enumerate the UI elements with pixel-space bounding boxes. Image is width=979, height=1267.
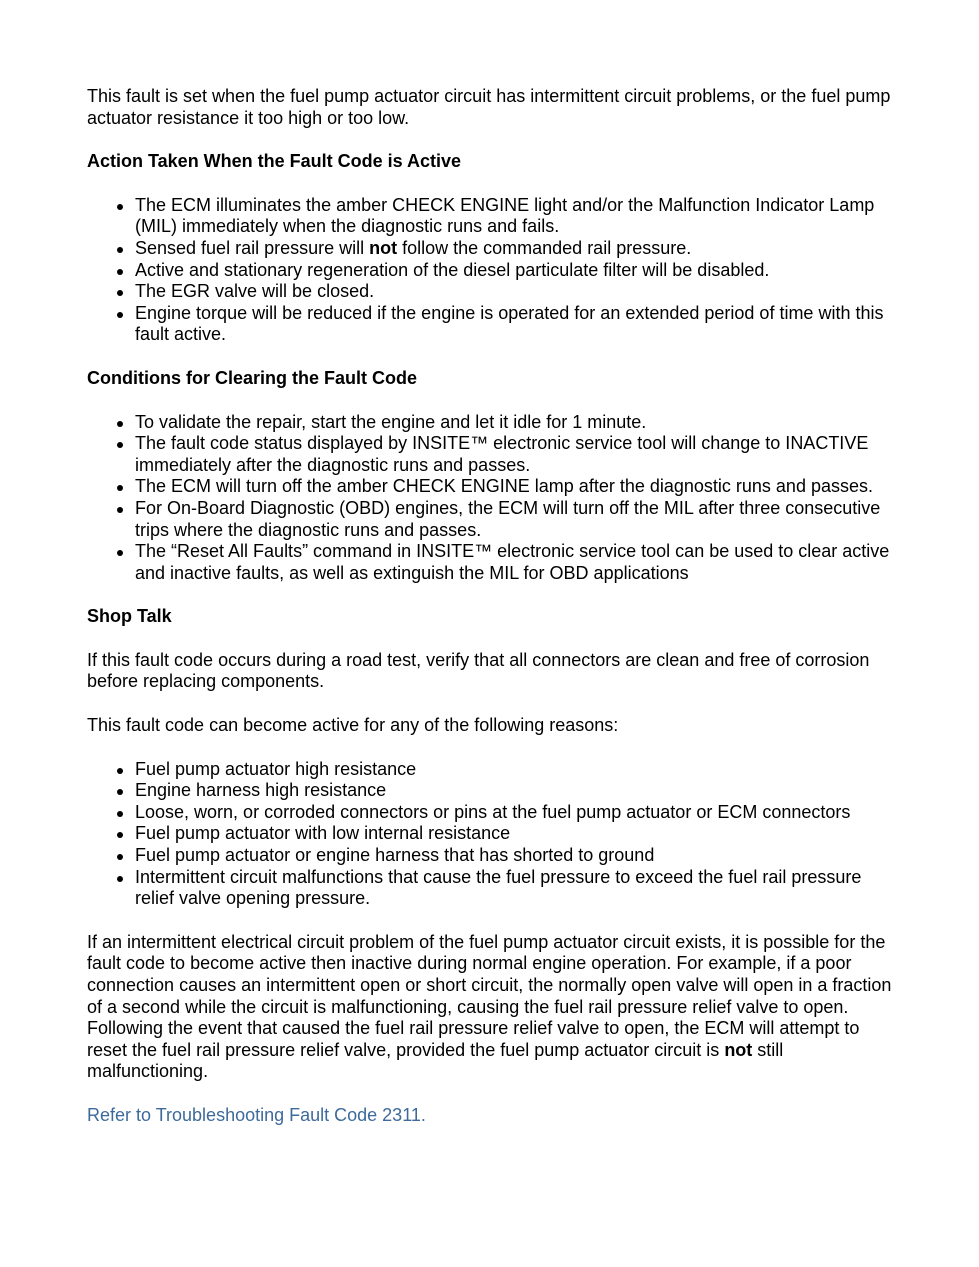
troubleshooting-link[interactable]: Refer to Troubleshooting Fault Code 2311. — [87, 1104, 426, 1125]
list-item: Engine torque will be reduced if the engine is operated for an extended period of time with this fault active. — [135, 303, 899, 346]
list-item: Active and stationary regeneration of the diesel particulate filter will be disabled. — [135, 260, 899, 282]
reasons-list — [87, 759, 899, 910]
list-item: The EGR valve will be closed. — [135, 281, 899, 303]
shop-talk-paragraph: If this fault code occurs during a road test, verify that all connectors are clean and free of corrosion before replacing components. — [87, 649, 870, 692]
list-item: Intermittent circuit malfunctions that cause the fuel pressure to exceed the fuel rail pressure relief valve opening pressure. — [135, 867, 899, 910]
list-item: To validate the repair, start the engine and let it idle for 1 minute. — [135, 412, 899, 434]
list-item: Fuel pump actuator with low internal resistance — [135, 823, 899, 845]
action-heading: Action Taken When the Fault Code is Active — [87, 151, 462, 172]
shop-talk-heading: Shop Talk — [87, 606, 172, 627]
list-item: The “Reset All Faults” command in INSITE™ electronic service tool can be used to clear active and inactive faults, as well as extinguish the MIL for OBD applications — [135, 541, 899, 584]
paragraph-text: still malfunctioning. — [87, 1039, 784, 1082]
action-list — [87, 195, 899, 346]
list-item: The ECM will turn off the amber CHECK ENGINE lamp after the diagnostic runs and passes. — [135, 476, 899, 498]
emphasis-text: not — [724, 1039, 753, 1060]
list-item — [135, 238, 899, 260]
refer-paragraph — [87, 1105, 899, 1127]
list-item: The ECM illuminates the amber CHECK ENGINE light and/or the Malfunction Indicator Lamp (MIL) immediately when the diagnostic runs and fails. — [135, 195, 899, 238]
list-item: For On-Board Diagnostic (OBD) engines, the ECM will turn off the MIL after three consecutive trips where the diagnostic runs and passes. — [135, 498, 899, 541]
paragraph-text: If an intermittent electrical circuit problem of the fuel pump actuator circuit exists, it is possible for the fault code to become active then inactive during normal engine operation. For example, if a poor connection causes an intermittent open or short circuit, the normally open valve will open in a fraction of a second while the circuit is malfunctioning, causing the fuel rail pressure relief valve to open. Following the event that caused the fuel rail pressure relief valve to open, the ECM will attempt to reset the fuel rail pressure relief valve, provided the fuel pump actuator circuit is — [87, 931, 892, 1060]
clearing-heading: Conditions for Clearing the Fault Code — [87, 367, 417, 388]
intermittent-paragraph — [87, 932, 899, 1083]
document-page — [87, 86, 899, 1149]
list-item: Fuel pump actuator high resistance — [135, 759, 899, 781]
list-item-text: follow the commanded rail pressure. — [397, 237, 692, 258]
list-item-text: Sensed fuel rail pressure will — [135, 237, 370, 258]
emphasis-text: not — [369, 237, 398, 258]
intro-paragraph: This fault is set when the fuel pump actuator circuit has intermittent circuit problems, or the fuel pump actuator resistance it too high or too low. — [87, 86, 891, 128]
list-item: Fuel pump actuator or engine harness that has shorted to ground — [135, 845, 899, 867]
list-item: Loose, worn, or corroded connectors or pins at the fuel pump actuator or ECM connectors — [135, 802, 899, 824]
list-item: Engine harness high resistance — [135, 780, 899, 802]
reasons-intro-paragraph: This fault code can become active for any of the following reasons: — [87, 715, 619, 736]
clearing-list — [87, 412, 899, 585]
list-item: The fault code status displayed by INSITE™ electronic service tool will change to INACTIVE immediately after the diagnostic runs and passes. — [135, 433, 899, 476]
